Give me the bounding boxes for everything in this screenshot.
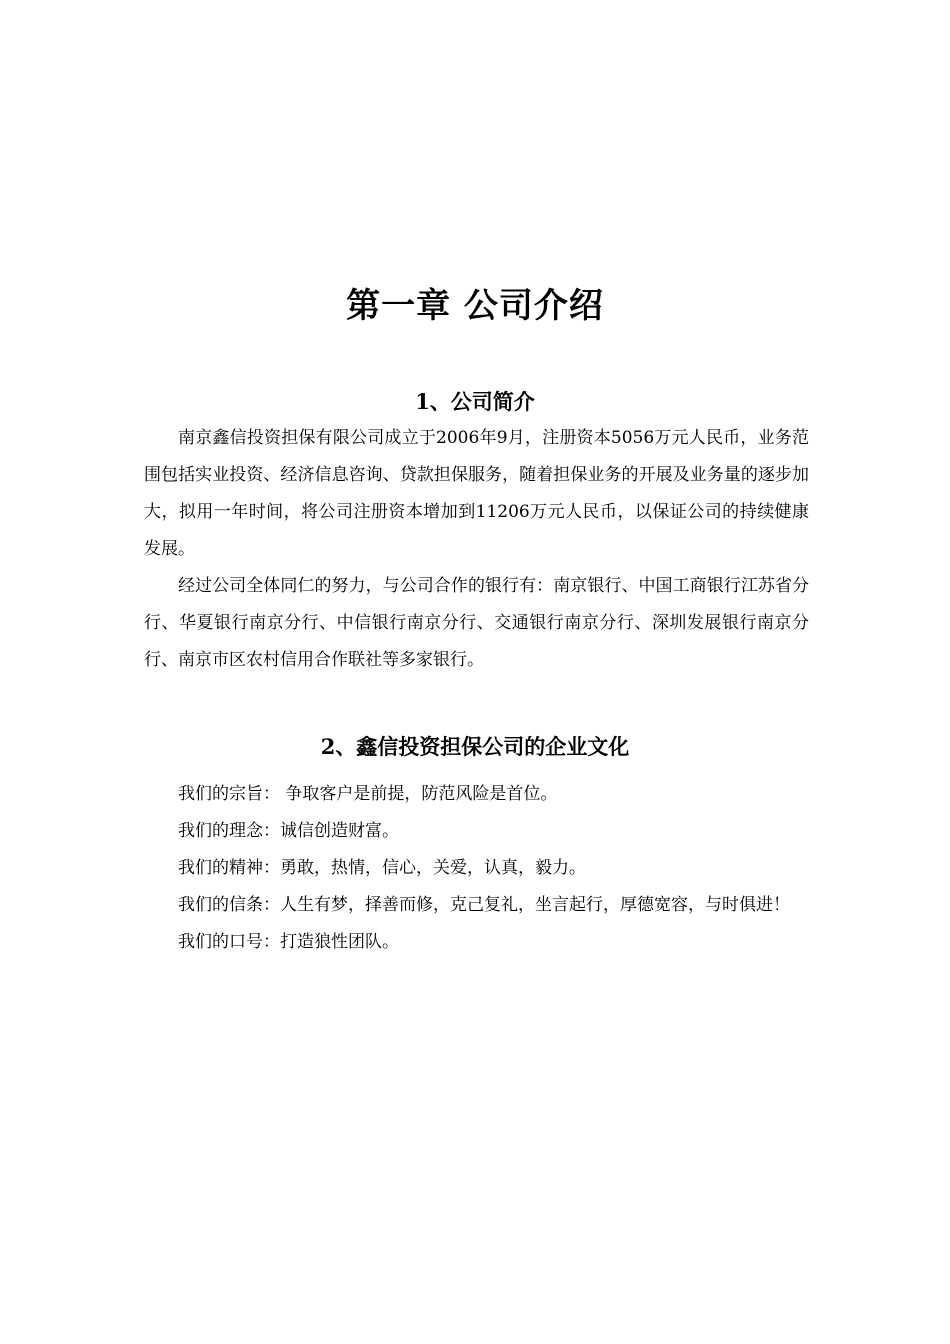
culture-item-creed: 我们的信条：人生有梦，择善而修，克己复礼，坐言起行，厚德宽容，与时俱进！ bbox=[178, 895, 790, 915]
section-title-company-profile: 1、公司简介 bbox=[415, 389, 535, 414]
culture-item-slogan: 我们的口号：打造狼性团队。 bbox=[178, 932, 399, 952]
culture-item-spirit: 我们的精神：勇敢，热情，信心，关爱，认真，毅力。 bbox=[178, 858, 586, 878]
chapter-title: 第一章 公司介绍 bbox=[346, 286, 604, 326]
paragraph-company-overview: 南京鑫信投资担保有限公司成立于2006年9月，注册资本5056万元人民币，业务范围包括实业投资、经济信息咨询、贷款担保服务，随着担保业务的开展及业务量的逐步加大，拟用一年时间，将公司注册资本增加到11206万元人民币，以保证公司的持续健康发展。 bbox=[144, 428, 809, 559]
company-profile-body bbox=[144, 420, 809, 679]
paragraph-partner-banks: 经过公司全体同仁的努力，与公司合作的银行有：南京银行、中国工商银行江苏省分行、华夏银行南京分行、中信银行南京分行、交通银行南京分行、深圳发展银行南京分行、南京市区农村信用合作联社等多家银行。 bbox=[144, 576, 809, 670]
culture-item-philosophy: 我们的理念：诚信创造财富。 bbox=[178, 821, 399, 841]
culture-item-purpose: 我们的宗旨： 争取客户是前提，防范风险是首位。 bbox=[178, 784, 558, 804]
section-title-corporate-culture: 2、鑫信投资担保公司的企业文化 bbox=[320, 734, 630, 759]
corporate-culture-body bbox=[144, 776, 809, 961]
